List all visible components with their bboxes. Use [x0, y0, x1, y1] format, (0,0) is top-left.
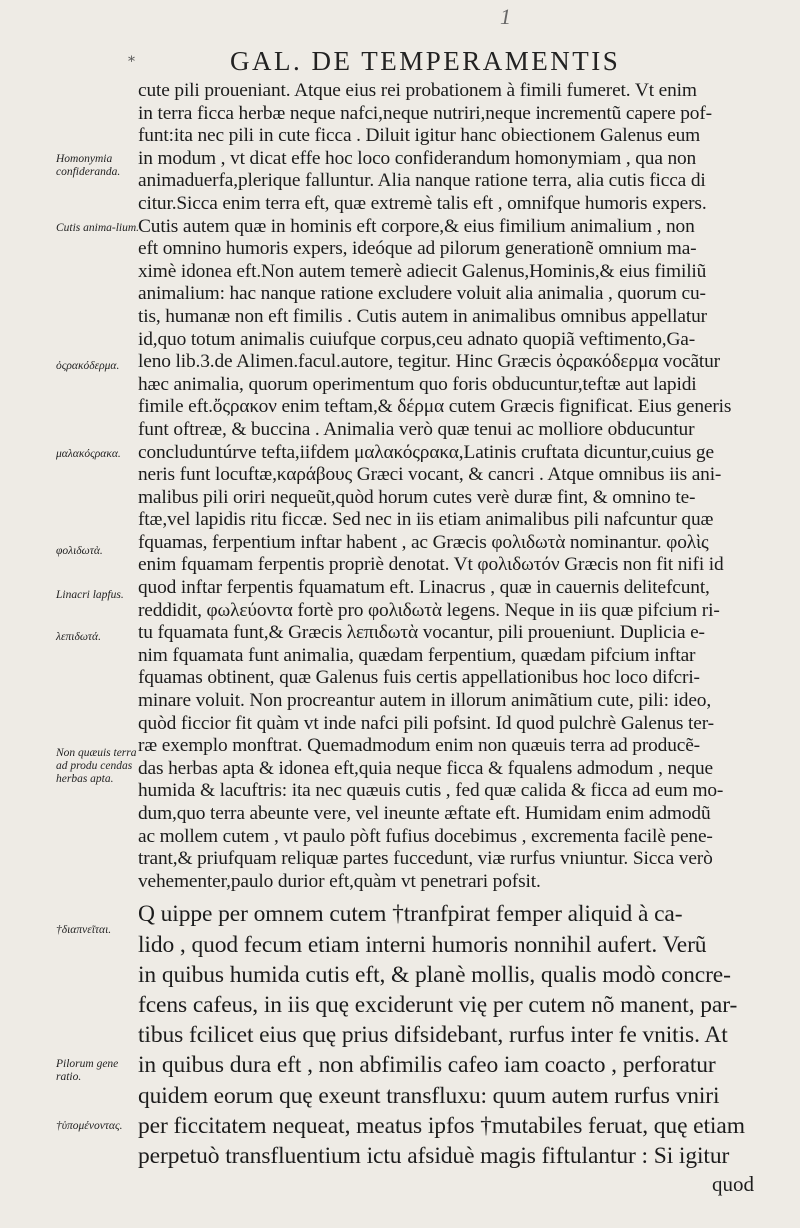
text-line: vehementer,paulo durior eft,quàm vt penetrari pofsit.: [138, 870, 541, 892]
text-line: das herbas apta & idonea eft,quia neque ficca & fqualens admodum , neque: [138, 757, 714, 779]
text-line: humida & lacuftris: ita nec quæuis cutis , fed quæ calida & ficca ad eum mo-: [138, 780, 724, 802]
text-line: ræ exemplo monftrat. Quemadmodum enim non quæuis terra ad producẽ-: [138, 735, 700, 757]
text-line: quòd ficcior fit quàm vt inde nafci pili pofsint. Id quod pulchrè Galenus ter-: [138, 712, 714, 734]
text-line: fimile eft.ὄςρακον enim teftam,& δέρμα cutem Græcis fignificat. Eius generis: [138, 396, 732, 418]
text-line: concluduntúrve tefta,iifdem μαλακόςρακα,Latinis cruftata dicuntur,cuius ge: [138, 441, 714, 463]
text-line: fquamas obtinent, quæ Galenus fuis certis appellationibus hoc loco difcri-: [138, 667, 700, 689]
text-line: ftæ,vel lapidis ritu ficcæ. Sed nec in iis etiam animalibus pili nafcuntur quæ: [138, 509, 714, 531]
text-line: tu fquamata funt,& Græcis λεπιδωτὰ vocantur, pili proueniunt. Duplicia e-: [138, 622, 705, 644]
quote-line: quidem eorum quę exeunt transfluxu: quum autem rurfus vniri: [138, 1082, 720, 1109]
margin-note: †διαπνεῖται.: [56, 924, 112, 936]
catchword: quod: [712, 1172, 754, 1196]
margin-note: ὀςρακόδερμα.: [56, 360, 120, 372]
margin-note: μαλακόςρακα.: [56, 448, 121, 460]
quote-line: tibus fcilicet eius quę prius difsidebant, rurfus inter fe vnitis. At: [138, 1022, 728, 1049]
margin-note: †ὑπομένοντας.: [56, 1120, 123, 1132]
margin-note: Linacri lapfus.: [56, 589, 124, 601]
text-line: cute pili proueniant. Atque eius rei probationem à fimili fumeret. Vt enim: [138, 80, 697, 101]
text-line: hæc animalia, quorum operimentum quo foris obducuntur,teftæ aut lapidi: [138, 373, 697, 395]
quote-line: perpetuò transfluentium ictu afsiduè magis fiftulantur : Si igitur: [138, 1143, 730, 1169]
text-line: animalium: hac nanque ratione excludere voluit alia animalia , quorum cu-: [138, 283, 706, 305]
text-line: Cutis autem quæ in hominis eft corpore,& eius fimilium animalium , non: [138, 215, 695, 237]
text-line: funt:ita nec pili in cute ficca . Diluit igitur hanc obiectionem Galenus eum: [138, 125, 701, 147]
margin-note: Cutis anima-lium.: [56, 222, 140, 234]
text-line: dum,quo terra abeunte vere, vel ineunte æftate eft. Humidam enim admodũ: [138, 803, 711, 824]
margin-note: Homonymia confideranda.: [56, 153, 121, 178]
quote-line: fcens cafeus, in iis quę exciderunt vię per cutem nõ manent, par-: [138, 991, 738, 1018]
text-line: tis, humanæ non eft fimilis . Cutis autem in animalibus omnibus appellatur: [138, 305, 707, 327]
margin-notes: [0, 0, 140, 1228]
text-line: malibus pili oriri nequeũt,quòd horum cutes verè duræ fint, & omnino te-: [138, 486, 696, 508]
text-line: ximè idonea eft.Non autem temerè adiecit Galenus,Hominis,& eius fimiliũ: [138, 260, 707, 282]
text-line: fquamas, ferpentium inftar habent , ac Græcis φολιδωτὰ nominantur. φολὶς: [138, 531, 709, 553]
quote-line: Q uippe per omnem cutem †tranfpirat femper aliquid à ca-: [138, 901, 683, 928]
text-line: in terra ficca herbæ neque nafci,neque nutriri,neque incrementũ capere pof-: [138, 102, 712, 124]
ornament-mark: *: [128, 54, 135, 70]
text-line: nim fquamata funt animalia, quædam ferpentium, quædam pifcium inftar: [138, 644, 696, 666]
commentary-text: [138, 80, 778, 1171]
quote-line: per ficcitatem nequeat, meatus ipfos †mutabiles feruat, quę etiam: [138, 1112, 745, 1139]
text-line: reddidit, φωλεύοντα fortè pro φολιδωτὰ legens. Neque in iis quæ pifcium ri-: [138, 599, 720, 621]
text-line: id,quo totum animalis cuiufque corpus,ceu adnato quopiã veftimento,Ga-: [138, 328, 696, 350]
text-line: enim fquamam ferpentis propriè denotat. Vt φολιδωτόν Græcis non fit nifi id: [138, 554, 724, 576]
running-head: GAL. DE TEMPERAMENTIS: [230, 46, 621, 76]
margin-note: λεπιδωτά.: [56, 631, 101, 643]
text-line: citur.Sicca enim terra eft, quæ extremè talis eft , omnifque humoris expers.: [138, 192, 707, 214]
folio-number: 1: [500, 4, 511, 29]
margin-note: φολιδωτὰ.: [56, 545, 103, 557]
margin-note: Non quæuis terra ad produ cendas herbas apta.: [56, 747, 137, 785]
text-line: funt oftreæ, & buccina . Animalia verò quæ tenui ac molliore obducuntur: [138, 418, 695, 440]
quote-line: in quibus humida cutis eft, & planè mollis, qualis modò concre-: [138, 961, 731, 988]
quote-line: in quibus dura eft , non abfimilis cafeo iam coacto , perforatur: [138, 1052, 716, 1079]
text-line: neris funt locuftæ,καράβους Græci vocant, & cancri . Atque omnibus iis ani-: [138, 464, 722, 486]
text-line: leno lib.3.de Alimen.facul.autore, tegitur. Hinc Græcis ὀςρακόδερμα vocãtur: [138, 351, 720, 373]
text-line: minare voluit. Non procreantur autem in illorum animãtium cute, pili: ideo,: [138, 690, 712, 712]
margin-note: Pilorum gene ratio.: [56, 1058, 119, 1083]
text-line: quod inftar ferpentis fquamatum eft. Linacrus , quæ in cauernis delitefcunt,: [138, 577, 710, 599]
text-line: eft omnino humoris expers, ideóque ad pilorum generationẽ omnium ma-: [138, 238, 697, 260]
text-line: animaduerfa,plerique falluntur. Alia nanque ratione terra, alia cutis ficca di: [138, 170, 706, 192]
text-line: ac mollem cutem , vt paulo pòft fufius docebimus , excrementa facilè pene-: [138, 825, 713, 847]
text-line: trant,& priufquam reliquæ partes fuccedunt, viæ rurfus vniuntur. Sicca verò: [138, 848, 713, 870]
quote-line: lido , quod fecum etiam interni humoris nonnihil aufert. Verũ: [138, 931, 707, 958]
text-line: in modum , vt dicat effe hoc loco confiderandum homonymiam , qua non: [138, 147, 697, 169]
